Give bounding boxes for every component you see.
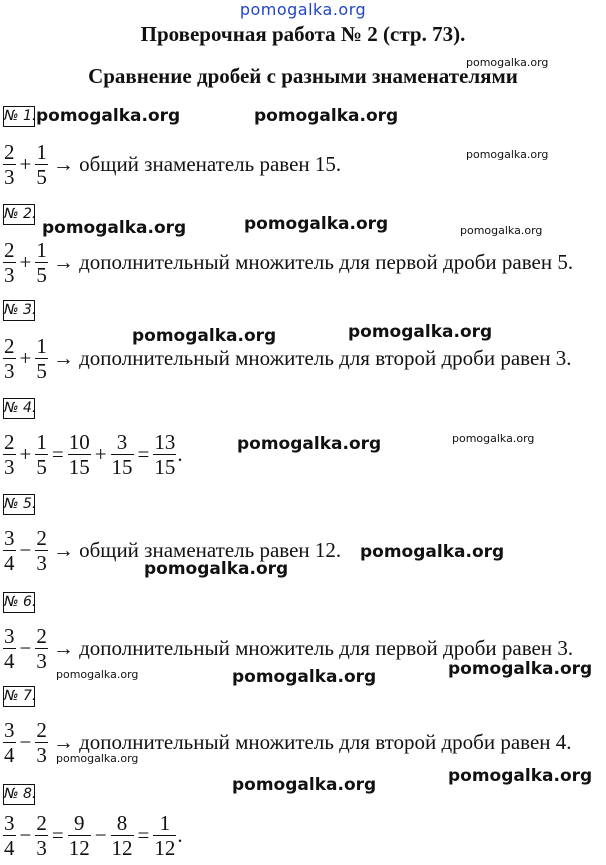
- fraction: $\frac{3}{4}$: [4, 623, 15, 673]
- page-subtitle: Сравнение дробей с разными знаменателями: [88, 64, 518, 88]
- fraction: $\frac{2}{3}$: [36, 810, 47, 860]
- task-7-expression: $\frac{3}{4}$ − $\frac{2}{3}$ → дополнительный множитель для второй дроби равен 4.: [4, 717, 572, 767]
- task-text: → дополнительный множитель для первой дроби равен 5.: [52, 249, 574, 274]
- watermark: pomogalka.org: [232, 775, 377, 795]
- task-text: → дополнительный множитель для первой дроби равен 3.: [52, 635, 574, 660]
- task-text: → общий знаменатель равен 12.: [52, 537, 342, 562]
- watermark: pomogalka.org: [56, 752, 139, 765]
- fraction: $\frac{2}{3}$: [4, 429, 15, 479]
- watermark: pomogalka.org: [237, 434, 382, 454]
- watermark: pomogalka.org: [348, 322, 493, 342]
- fraction: $\frac{2}{3}$: [36, 525, 47, 575]
- task-1-expression: $\frac{2}{3}$ + $\frac{1}{5}$ → общий знаменатель равен 15.: [4, 139, 342, 189]
- page-title: Проверочная работа № 2 (стр. 73).: [140, 22, 466, 46]
- watermark: pomogalka.org: [244, 214, 389, 234]
- task-4-expression: $\frac{2}{3}$ + $\frac{1}{5}$ = $\frac{10}{15}$ + $\frac{3}{15}$ = $\frac{13}{15}$ .: [4, 429, 183, 479]
- watermark: pomogalka.org: [132, 326, 277, 346]
- fraction: $\frac{2}{3}$: [4, 139, 15, 189]
- task-8-expression: $\frac{3}{4}$ − $\frac{2}{3}$ = $\frac{9}{12}$ − $\frac{8}{12}$ = $\frac{1}{12}$ .: [4, 810, 183, 860]
- task-text: → дополнительный множитель для второй дроби равен 3.: [52, 345, 572, 370]
- task-2-expression: $\frac{2}{3}$ + $\frac{1}{5}$ → дополнительный множитель для первой дроби равен 5.: [4, 237, 574, 287]
- fraction: $\frac{9}{12}$: [68, 810, 90, 860]
- fraction: $\frac{3}{4}$: [4, 525, 15, 575]
- watermark: pomogalka.org: [448, 766, 593, 786]
- task-text: → дополнительный множитель для второй дроби равен 4.: [52, 729, 572, 754]
- header-watermark: pomogalka.org: [239, 0, 367, 19]
- watermark: pomogalka.org: [36, 106, 181, 126]
- watermark: pomogalka.org: [254, 106, 399, 126]
- fraction: $\frac{3}{4}$: [4, 810, 15, 860]
- task-number: № 6.: [3, 592, 35, 613]
- task-6-expression: $\frac{3}{4}$ − $\frac{2}{3}$ → дополнительный множитель для первой дроби равен 3.: [4, 623, 574, 673]
- task-number: № 5.: [3, 494, 35, 515]
- watermark: pomogalka.org: [448, 659, 593, 679]
- task-3-expression: $\frac{2}{3}$ + $\frac{1}{5}$ → дополнительный множитель для второй дроби равен 3.: [4, 333, 572, 383]
- watermark: pomogalka.org: [42, 218, 187, 238]
- fraction: $\frac{2}{3}$: [4, 333, 15, 383]
- task-number: № 1.: [3, 106, 35, 127]
- fraction: $\frac{1}{5}$: [36, 333, 47, 383]
- fraction: $\frac{1}{5}$: [36, 429, 47, 479]
- watermark: pomogalka.org: [452, 432, 535, 445]
- task-text: → общий знаменатель равен 15.: [52, 151, 342, 176]
- watermark: pomogalka.org: [466, 148, 549, 161]
- watermark: pomogalka.org: [460, 224, 543, 237]
- watermark: pomogalka.org: [466, 56, 549, 69]
- fraction: $\frac{2}{3}$: [4, 237, 15, 287]
- fraction: $\frac{10}{15}$: [68, 429, 90, 479]
- task-5-expression: $\frac{3}{4}$ − $\frac{2}{3}$ → общий знаменатель равен 12.: [4, 525, 342, 575]
- fraction: $\frac{3}{4}$: [4, 717, 15, 767]
- fraction: $\frac{1}{5}$: [36, 139, 47, 189]
- task-number: № 7.: [3, 686, 35, 707]
- watermark: pomogalka.org: [360, 542, 505, 562]
- fraction: $\frac{8}{12}$: [111, 810, 133, 860]
- fraction: $\frac{2}{3}$: [36, 623, 47, 673]
- task-number: № 8.: [3, 784, 35, 805]
- fraction: $\frac{13}{15}$: [154, 429, 176, 479]
- fraction: $\frac{3}{15}$: [111, 429, 133, 479]
- fraction: $\frac{1}{5}$: [36, 237, 47, 287]
- fraction: $\frac{1}{12}$: [154, 810, 176, 860]
- fraction: $\frac{2}{3}$: [36, 717, 47, 767]
- watermark: pomogalka.org: [56, 668, 139, 681]
- task-number: № 2.: [3, 204, 35, 225]
- watermark: pomogalka.org: [144, 559, 289, 579]
- task-number: № 3.: [3, 300, 35, 321]
- task-number: № 4.: [3, 398, 35, 419]
- watermark: pomogalka.org: [232, 667, 377, 687]
